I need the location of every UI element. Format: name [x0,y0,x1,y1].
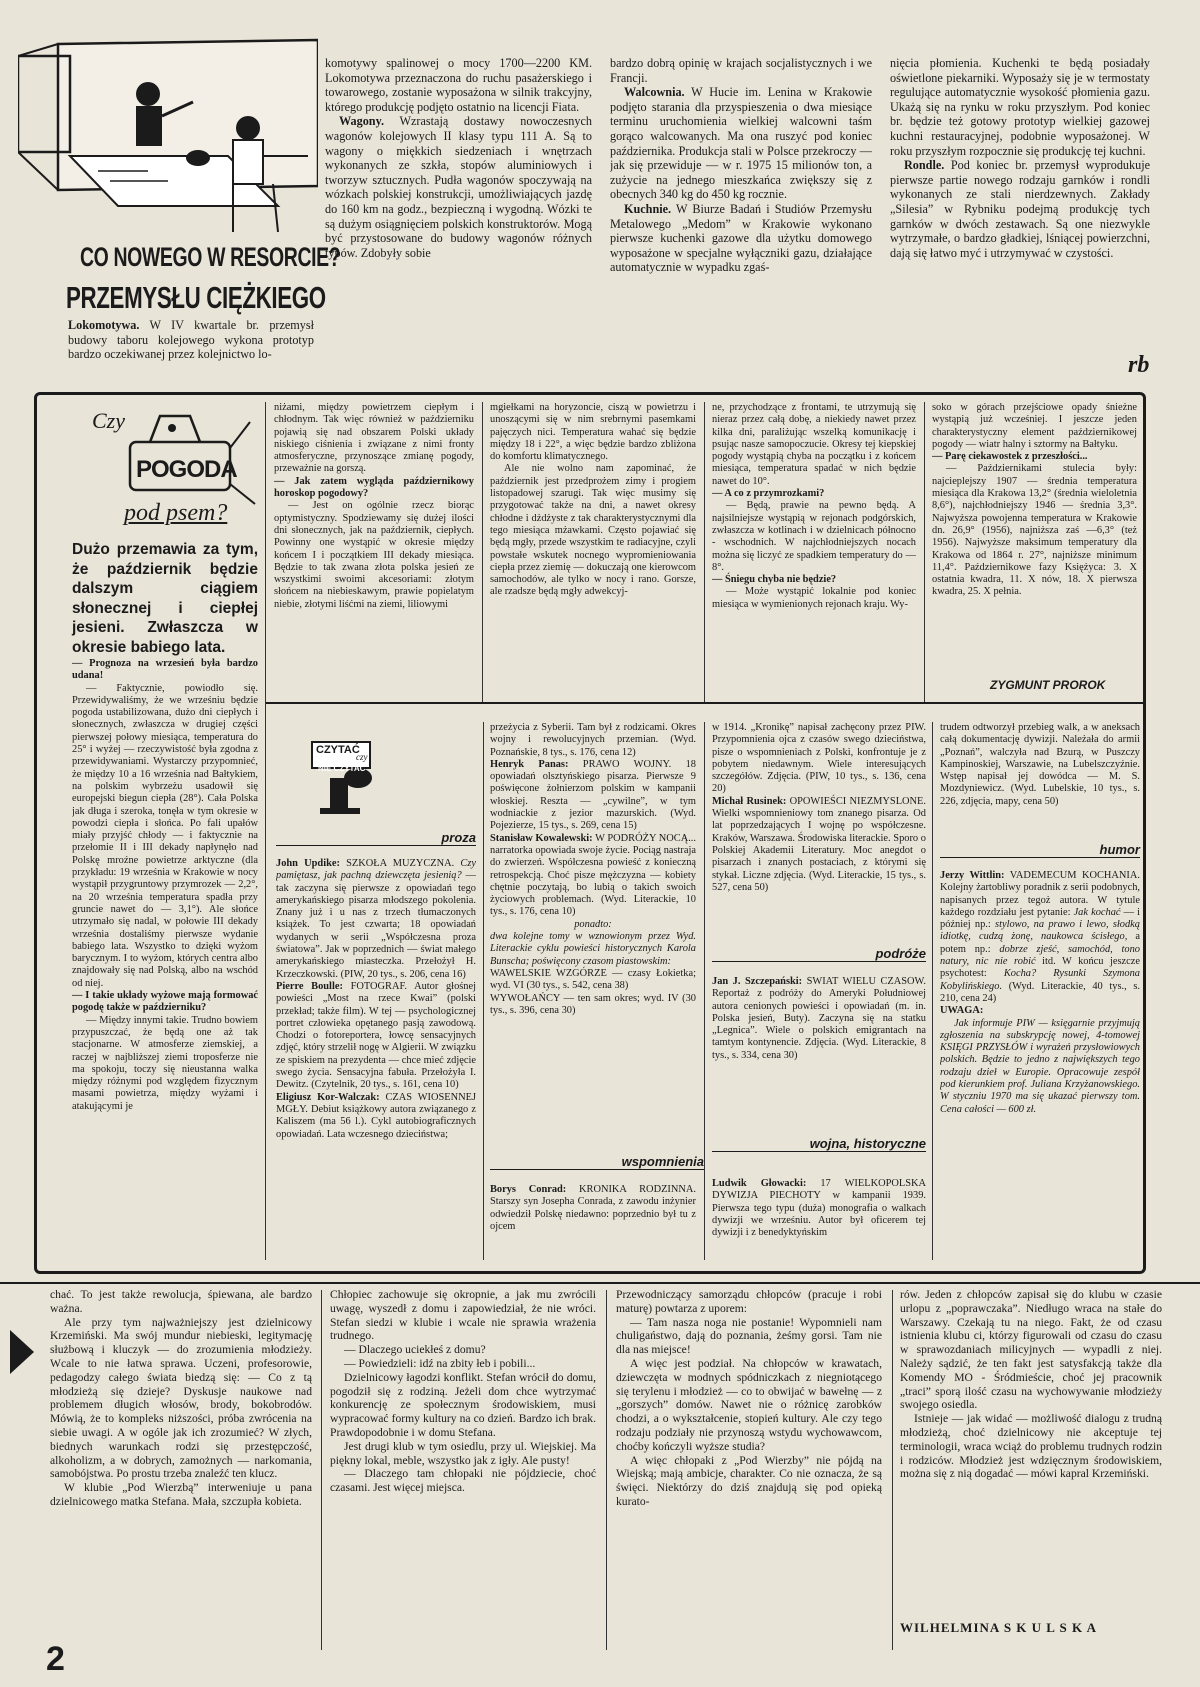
books-column: Jan J. Szczepański: ŚWIAT WIELU CZASÓW. Reportaż z podróży do Ameryki Południowej autora cenionych powieści i opowiadań (m. in. Polska jesień, Buty). Zaczyna się na statku „Legnica”. Wiele o polskich emigrantach na tamtym kontynencie. Zdjęcia. (Wyd. Literackie, 8 tys., s. 334, cena 30) [712,976,926,1061]
article-column: nięcia płomienia. Kuchenki te będą posiadały oświetlone piekarniki. Wyposaży się je w termostaty regulujące automatycznie wysokość płomienia gazu. Ukażą się na rynku w roku przyszłym. Pod koniec br. będzie też gotowy prototyp wielkiej gazowej kuchni restauracyjnej, podobnie wyposażonej. W roku przyszłym rozpocznie się produkcję tej kuchni. Rondle. Pod koniec br. przemysł wyprodukuje pierwsze partie nowego rodzaju garnków i rondli wykonanych ze stali nierdzewnych. Zakłady „Silesia” w Rybniku podejmą produkcję tych garnków w dwóch zestawach. Są one niezwykle wytrzymałe, o bardzo gładkiej, lśniącej powierzchni, dają się łatwo myć i utrzymywać w czystości. [890,56,1150,260]
weather-column: niżami, między powietrzem ciepłym i chłodnym. Tak więc również w październiku pojawią się nad obszarem Polski układy niskiego ciśnienia i związane z nimi fronty atmosferyczne, przynoszące zmianę pogody, przeważnie na gorszą. — Jak zatem wygląda październikowy horoskop pogodowy? — Jest on ogólnie rzecz biorąc optymistyczny. Spodziewamy się dużej ilości dni słonecznych, jak na październik, ciepłych. Powinny one wystąpić w okresie między końcem I i początkiem III dekady miesiąca. Będzie to tak zwana złota polska jesień ze wszystkimi swoimi akcesoriami: złotym słońcem na niebieskawym, prawie popielatym niebie, złotymi liśćmi na ziemi, liliowymi [274,402,474,610]
bottom-author: WILHELMINA S K U L S K A [900,1620,1098,1635]
article-column: komotywy spalinowej o mocy 1700—2200 KM. Lokomotywa przeznaczona do ruchu pasażerskiego i towarowego, zostanie wyposażona w silnik trakcyjny, którego produkcję podjęto ostatnio na licencji Fiata. Wagony. Wzrastają dostawy nowoczesnych wagonów kolejowych II klasy typu 111 A. Są to wagony o miękkich siedzeniach i wnętrzach wykonanych ze szkła, stopów aluminiowych i tworzyw sztucznych. Pudła wagonów spoczywają na wózkach polskiej konstrukcji, umożliwiających jazdę do 160 km na godz., bezpieczną i wygodną. Wózki te są dużym osiągnięciem polskich konstruktorów. Mogą być przystosowane do budowy wagonów różnych typów. Zdobyły sobie [325,56,592,260]
weather-divider [266,702,1144,704]
continuation-arrow-icon [10,1330,34,1374]
column-divider [483,722,484,1260]
weather-column: mgiełkami na horyzoncie, ciszą w powietrzu i unoszącymi się w nim srebrnymi pasemkami pajęczych nici. Temperatura wahać się będzie między 18 i 22°, a więc będzie bardzo zbliżona do komfortu klimatycznego. Ale nie wolno nam zapominać, że październik jest przedprożem zimy i progiem listopadowej szarugi. Tak więc musimy się przygotować także na dni, a nawet okresy chłodne i dżdżyste z tak charakterystycznymi dla tego miesiąca mżawkami. Często pojawiać się będą mgły, przede wszystkim te radiacyjne, czyli powstałe wskutek nocnego wypromieniowania ciepła przez ziemię — dokuczają one kierowcom samochodów, ale tylko w nocy i rano. Gorsze, ale rzadsze będą mgły adwekcyj- [490,402,696,598]
bottom-column: Przewodniczący samorządu chłopców (pracuje i robi maturę) powtarza z uporem: — Tam nasza noga nie postanie! Wypomnieli nam chuligaństwo, dają do poznania, żeśmy gorsi. Tam nie dla nas miejsce! A więc jest podział. Na chłopców w krawatach, dziewczęta w modnych spódniczkach z niegniotącego się terylenu i młodzież — co to obwijać w bawełnę — z „gorszych” domów. Nawet nie o różnicę zarobków chodzi, a o wykształcenie, stopień kultury. Ale czy tego rodzaju podziały nie przynoszą wstydu wychowawcom, choćby kończyli wyższe studia? A więc chłopaki z „Pod Wierzby” nie pójdą na Wiejską; mają ambicje, charakter. Co nie oznacza, że są święci. Niektórzy do dziś znajdują się pod opieką kurato- [616,1288,882,1508]
books-logo-line2: czy [356,752,368,762]
books-column: John Updike: SZKOŁA MUZYCZNA. Czy pamiętasz, jak pachną dziewczęta jesienią? — tak zaczyna się pierwsze z opowiadań tego amerykańskiego pisarza młodszego pokolenia. Znany już i u nas z trzech tłumaczonych książek. To jest czwarta; 18 opowiadań wydanych w serii „Współczesna proza światowa”. Jak w poprzednich — świat małego amerykańskiego miasteczka. Przełożył H. Krzeczkowski. (PIW, 20 tys., s. 206, cena 16) Pierre Boulle: FOTOGRAF. Autor głośnej powieści „Most na rzece Kwai” (polski przekład; także film). W tej — psychologicznej portret człowieka opętanego pasją zawodową. Chodzi o fotoreportera, łowcę sensacyjnych zdjęć, który strzelił nogę w Algierii. W związku ze spiskiem na prezydenta — chce mieć zdjęcie swego życia. Sensacyjna fabuła. Przełożyła I. Dewitz. (Czytelnik, 20 tys., s. 161, cena 10) Eligiusz Kor-Walczak: CZAS WIOSENNEJ MGŁY. Debiut książkowy autora związanego z Kaliszem (ma 56 l.). Cykl autobiograficznych opowiadań. Lata wczesnego dzieciństwa; [276,858,476,1140]
weather-author: ZYGMUNT PROROK [990,678,1106,692]
top-illustration [18,36,318,236]
column-divider [265,402,266,1260]
books-column: trudem odtworzył przebieg walk, a w aneksach całą dokumentację dywizji. Należała do armii „Poznań”, walczyła nad Bzurą, w Puszczy Kampinoskiej, Warszawie, na Lubelszczyźnie. Wstęp napisał jej dowódca — M. S. Mozdyniewicz. (Wyd. Lubelskie, 10 tys., s. 226, zdjęcia, mapy, cena 50) [940,722,1140,807]
column-divider [932,722,933,1260]
section-title: CO NOWEGO W RESORCIE? [80,242,341,272]
books-logo-line3: NIE CZYTAĆ [318,764,366,773]
article-column: bardzo dobrą opinię w krajach socjalistycznych i we Francji. Walcownia. W Hucie im. Lenina w Krakowie podjęto starania dla przyspieszenia o dwa miesiące terminu uruchomienia wielkiej walcowni taśm gorąco walcowanych. Ma ona ruszyć pod koniec października. Produkcja stali w Polsce przekroczy — jak się przewiduje — w r. 1975 15 milionów ton, a zużycie na jednego mieszkańca zwiększy się z obecnych 340 kg do 450 kg rocznie. Kuchnie. W Biurze Badań i Studiów Przemysłu Metalowego „Medom” w Krakowie wykonano pierwsze kuchenki gazowe dla użytku domowego wyposażone w specjalne wyłączniki gazu, działające automatycznie w wypadku zgaś- [610,56,872,275]
weather-column: ne, przychodzące z frontami, te utrzymują się nieraz przez całą dobę, a niekiedy nawet przez kilka dni, paraliżując wszelką komunikację i psując nasze samopoczucie. Okresy tej kiepskiej pogody wystąpią chyba na początku i z końcem miesiąca, temperatura spadać w nich będzie nawet do 10°. — A co z przymrozkami? — Będą, prawie na pewno będą. A najsilniejsze wystąpią w rejonach podgórskich, zwłaszcza w kotlinach i w dzielnicach północno - wschodnich. W najchłodniejszych nocach można się liczyć ze spadkiem temperatury do —8°. — Śniegu chyba nie będzie? — Może wystąpić lokalnie pod koniec miesiąca w wymienionych rejonach kraju. Wy- [712,402,916,610]
column-divider [704,722,705,1260]
books-column: przeżycia z Syberii. Tam był z rodzicami. Okres wojny i rewolucyjnych przemian. (Wyd. Poznańskie, 8 tys., s. 176, cena 12) Henryk Panas: PRAWO WOJNY. 18 opowiadań olsztyńskiego pisarza. Pierwsze 9 poświęcone żołnierzom polskim w kampanii włoskiej. Reszta — „cywilne”, w tym wodniackie z jezior mazurskich. (Wyd. Pojezierze, 15 tys., s. 269, cena 15) Stanisław Kowalewski: W PODRÓŻY NOCĄ... narratorka opowiada swoje życie. Pociąg nastraja do zwierzeń. Współczesna powieść z konieczną retrospekcją. Choć pisze mężczyzna — kobiety chętnie poczytają, bo lubią o takich swoich życiowych problemach. (Wyd. Literackie, 10 tys., s. 176, cena 10) ponadto: dwa kolejne tomy w wznowionym przez Wyd. Literackie cyklu powieści historycznych Karola Bunscha; poświęcony czasom piastowskim: WAWELSKIE WZGÓRZE — czasy Łokietka; wyd. VI (30 tys., s. 542, cena 38) WYWOŁAŃCY — ten sam okres; wyd. IV (30 tys., s. 396, cena 30) [490,722,696,1016]
weather-column: — Prognoza na wrzesień była bardzo udana! — Faktycznie, powiodło się. Przewidywaliśmy, że we wrześniu będzie pogoda ustabilizowana, dużo dni ciepłych i słonecznych, zwłaszcza w drugiej części pierwszej połowy miesiąca, temperatura do 25° i wyżej — rzeczywistość była zgodna z przewidywaniami. Wystarczy przypomnieć, że między 10 a 16 września nad Bałtykiem, na polskim wybrzeżu usadowił się europejski biegun ciepła (28°). Cała Polska jak długa i szeroka, tonęła w tym okresie w powodzi ciepła i słońca. Po fali upałów miały przyjść chłody — i faktycznie na przełomie II i III dekady napłynęło nad Polskę mroźne powietrze arktyczne (dla przykładu: 19 września w Krakowie w nocy wystąpił przygruntowy przymrozek — 2,2°, na 20 września temperatura spadła przy gruncie nawet do — 3,1°). Ale słońce utrzymało się nadal, w połowie III dekady września dostaliśmy pierwsze wydanie babiego lata. Wszystko to dzięki wyżom barycznym. I to wyżom, których centra albo znajdowały się nad Polską, albo na wschód od niej. — I takie układy wyżowe mają formować pogodę także w październiku? — Między innymi takie. Trudno bowiem przypuszczać, że będą one aż tak stacjonarne. W atmosferze ziemskiej, a raczej w najbliższej ziemi troposferze nie ma spokoju, toczy się nieustanna walka między różnymi pod względem fizycznym masami powietrza, między wyżami i atakującymi je [72,658,258,1112]
category-wojna: wojna, historyczne [712,1136,926,1152]
weather-lead: Dużo przemawia za tym, że październik będzie dalszym ciągiem słonecznej i ciepłej jesieni. Zwłaszcza w okresie babiego lata. [72,541,258,656]
bottom-column: Chłopiec zachowuje się okropnie, a jak mu zwrócili uwagę, wyszedł z domu i zapowiedział, że nie wróci. Stefan siedzi w klubie i wcale nie sprawia wrażenia trudnego. — Dlaczego uciekłeś z domu? — Powiedzieli: idź na zbity łeb i pobili... Dzielnicowy łagodzi konflikt. Stefan wrócił do domu, pogodził się z rodziną. Jeżeli dom chce wytrzymać konkurencję ze społecznym środowiskiem, musi wypracować formy kultury na co dzień. Bardzo ich brak. Prawdopodobnie i w domu Stefana. Jest drugi klub w tym osiedlu, przy ul. Wiejskiej. Ma piękny lokal, meble, wszystko jak z igły. Ale pusty! — Dlaczego tam chłopaki nie pójdziecie, choć czasami. Jest więcej miejsca. [330,1288,596,1495]
column-divider [892,1290,893,1650]
column-divider [482,402,483,702]
weather-logo-top: Czy [92,408,125,433]
category-humor: humor [940,842,1140,858]
books-column: Ludwik Głowacki: 17 WIELKOPOLSKA DYWIZJA PIECHOTY w kampanii 1939. Pierwsza tego typu (duża) monografia o walkach dywizji we wrześniu. Autor był oficerem tej dywizji i z benedyktyńskim [712,1178,926,1239]
weather-logo-main: POGODA [136,456,237,483]
books-column: Jerzy Wittlin: VADEMECUM KOCHANIA. Kolejny żartobliwy poradnik z serii podobnych, napisanych przez tegoż autora. W tytule każdego rozdziału jest pytanie: Jak kochać — i później np.: stylowo, na prawo i lewo, słodką idiotkę, cudzą żonę, naukowca ścisłego, a potem np.: dobrze zjeść, samochód, tono natury, nic nie robić itd. W końcu jeszcze psychotest: Kocha? Rysunki Szymona Kobylińskiego. (Wyd. Literackie, 40 tys., s. 210, cena 24) UWAGA: Jak informuje PIW — księgarnie przyjmują zgłoszenia na subskrypcję nowej, 4-tomowej KSIĘGI PRZYSŁÓW i wyrażeń przysłowiowych polskich. Będzie to jedno z największych tego rodzaju dzieł w Europie. Opracowuje zespół pod kierunkiem prof. Juliana Krzyżanowskiego. W styczniu 1970 ma się ukazać pierwszy tom. Cena całości — 600 zł. [940,870,1140,1115]
office-desk-illustration [18,36,318,236]
bottom-top-rule [0,1282,1200,1284]
category-podroze: podróże [712,946,926,962]
bottom-column: rów. Jeden z chłopców zapisał się do klubu w czasie urlopu z „poprawczaka”. Niedługo wraca na stałe do Warszawy. Czekają tu na niego. Fakt, że od czasu istnienia klubu ci, którzy figurowali od czasu do czasu w sprawozdaniach milicyjnych — wypadli z niej. Należy sądzić, że ten fakt jest satysfakcją także dla Komendy MO - Śródmieście, choć jej pracownik „traci” sporą ilość czasu na wychowywanie młodzieży swojego osiedla. Istnieje — jak widać — możliwość dialogu z trudną młodzieżą, choć dzielnicowy nie akceptuje tej terminologii, wraca wciąż do problemu trudnych rodzin i rodziców. Młodzież jest wdzięcznym środowiskiem, można się z nią dogadać — mówi kapral Krzemiński. [900,1288,1162,1481]
books-column: Borys Conrad: KRONIKA RODZINNA. Starszy syn Josepha Conrada, z zawodu inżynier odwiedził Polskę niedawno: poprzednio był tu z ojcem [490,1184,696,1232]
page-number: 2 [46,1640,65,1678]
books-column: w 1914. „Kronikę” napisał zachęcony przez PIW. Przypomnienia ojca z czasów swego dzieciństwa, pisze o wspomnieniach z Polski, konfrontuje je z pobytem niedawnym. Wiele interesujących szczegółów. Zdjęcia. (PIW, 10 tys., s. 136, cena 20) Michał Rusinek: OPOWIEŚCI NIEZMYSLONE. Wielki wspomnieniowy tom znanego pisarza. Od lat poprzedzających I wojnę po współczesne. Kraków, Warszawa. Środowiska literackie. Sporo o Polskiej Akademii Literatury. Moc anegdot o pisarzach i znanych postaciach, z którymi się stykał. Liczne zdjęcia. (Wyd. Literackie, 15 tys., s. 527, cena 50) [712,722,926,893]
column-divider [321,1290,322,1650]
category-proza: proza [276,830,476,846]
section-subtitle: PRZEMYSŁU CIĘŻKIEGO [66,280,326,315]
bottom-column: chać. To jest także rewolucja, śpiewana, ale bardzo ważna. Ale przy tym najważniejszy jest dzielnicowy Krzemiński. Ma swój mundur niebieski, legitymację służbową i kluczyk — do zrozumienia młodzieży. Wcale to nie łatwa sprawa. Uczeni, profesorowie, pedagodzy całego świata biedzą się: — Co z tą młodzieżą się dzieje? Dyskusje naukowe nad problemem długich włosów, brody, bokobrodów. Mówią, że to kompleks niższości, próba zwrócenia na siebie uwagi. A w ogóle jak ich zrozumieć? W złych, biednych warunkach rodzi się przestępczość, alkoholizm, a w dobrych, zamożnych — narkomania, samobójstwa. Po prostu trzeba znaleźć ten klucz. W klubie „Pod Wierzbą” interweniuje u pana dzielnicowego matka Stefana. Mała, szczupła kobieta. [50,1288,312,1508]
column-divider [704,402,705,702]
books-logo-line1: CZYTAĆ [316,744,360,756]
column-divider [606,1290,607,1650]
article-column: Lokomotywa. W IV kwartale br. przemysł budowy taboru kolejowego wykona prototyp bardzo oczekiwanej przez kolejnictwo lo- [68,318,314,362]
column-divider [924,402,925,702]
category-wspomnienia: wspomnienia [490,1154,704,1170]
weather-logo-bottom: pod psem? [124,500,228,526]
author-signature: rb [1128,352,1150,378]
weather-column: soko w górach przejściowe opady śnieżne wystąpią już wcześniej. I jeszcze jeden charakterystyczny element październikowej pogody — wiatr halny i sztormy na Bałtyku. — Parę ciekawostek z przeszłości... — Październikami stulecia były: najcieplejszy 1907 — średnia temperatura miesiąca dla Krakowa 13,2° (średnia wieloletnia 8,6°), najchłodniejszy 1946 — średnia 3,3°. Najwyższa powojenna temperatura w Krakowie dn. 26,9° (1956), najniższa zaś —6,3° (też 1956). Najwyższe maksimum temperatury dla Krakowa od 1864 r. 27°, najniższe minimum 11,4°. Październikowe fazy Księżyca: 3. X ostatnia kwadra, 11. X nów, 18. X pierwsza kwadra, 25. X pełnia. [932,402,1137,598]
